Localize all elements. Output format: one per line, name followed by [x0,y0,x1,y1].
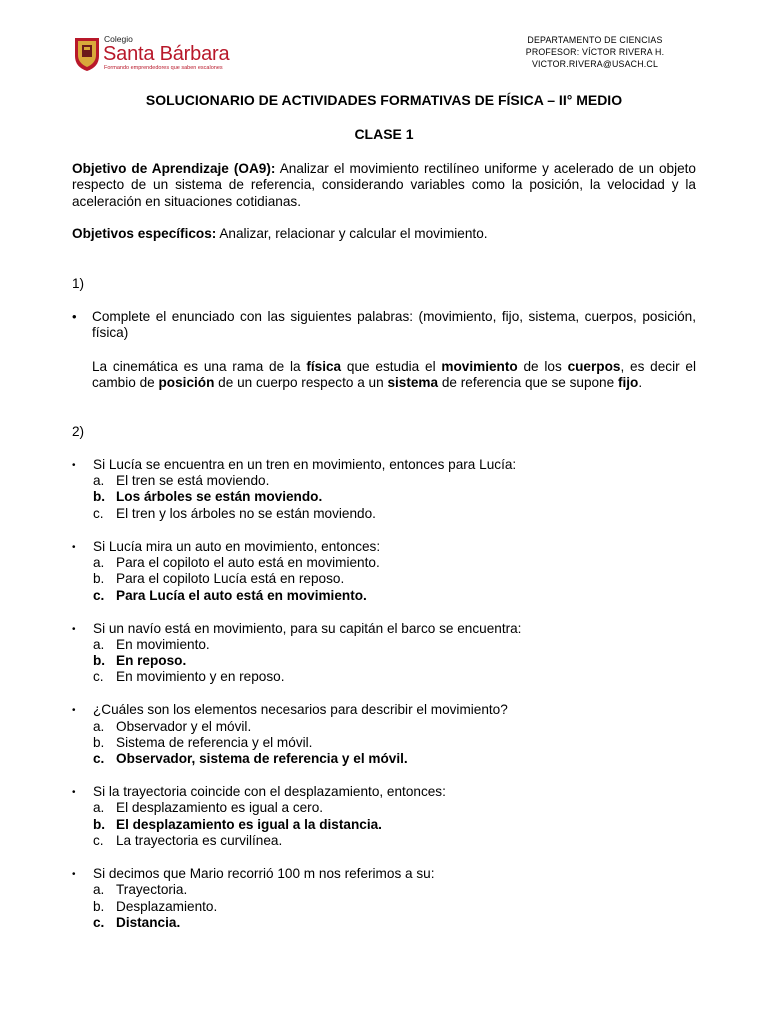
answer-text: La cinemática es una rama de la [92,359,307,374]
bullet-icon: • [72,705,76,716]
objective-text: Analizar el movimiento rectilíneo uniforme y acelerado de un objeto respecto de un sistema de referencia, considerando variables como la posición, la velocidad y la aceleración en situaciones cotidianas. [72,161,696,209]
option-letter: a. [93,719,105,734]
question-6-text: Si decimos que Mario recorrió 100 m nos referimos a su: [93,866,435,881]
option-text: Desplazamiento. [116,899,218,914]
section-1-answer [92,359,696,392]
question-1-option-c [93,506,376,522]
specific-objectives [72,226,696,242]
question-1-option-b-correct [93,489,322,505]
option-letter: c. [93,588,105,603]
question-2-option-b [93,571,344,587]
shield-logo-icon [74,36,100,72]
logo-school-name: Santa Bárbara [103,43,230,65]
question-1-option-a [93,473,269,489]
question-3-option-a [93,637,210,653]
question-2-option-c-correct [93,588,367,604]
answer-text: . [638,375,643,391]
option-letter: b. [93,571,105,586]
option-letter: a. [93,800,105,815]
specific-label: Objetivos específicos: [72,226,217,241]
section-1-instruction: Complete el enunciado con las siguientes palabras: (movimiento, fijo, sistema, cuerpos, posición, física) [92,309,696,341]
section-2-number: 2) [72,424,85,439]
option-text: En movimiento. [116,637,210,652]
question-4-option-a [93,719,251,735]
answer-word: posición [158,375,215,391]
option-text: Para el copiloto Lucía está en reposo. [116,571,345,586]
section-1-number: 1) [72,276,85,291]
option-letter: b. [93,489,106,504]
bullet-icon: • [72,624,76,635]
specific-text: Analizar, relacionar y calcular el movimiento. [216,226,488,241]
option-letter: b. [93,899,105,914]
option-text: Los árboles se están moviendo. [116,489,323,504]
bullet-icon: • [72,460,76,471]
question-6-option-b [93,899,217,915]
option-letter: b. [93,735,105,750]
question-2-text: Si Lucía mira un auto en movimiento, entonces: [93,539,381,554]
learning-objective [72,161,696,210]
option-text: El desplazamiento es igual a cero. [116,800,324,815]
objective-label: Objetivo de Aprendizaje (OA9): [72,161,276,176]
option-letter: a. [93,473,105,488]
answer-text: , es decir el cambio de [92,359,697,391]
option-text: Sistema de referencia y el móvil. [116,735,313,750]
option-text: Trayectoria. [116,882,188,897]
question-1-text: Si Lucía se encuentra en un tren en movimiento, entonces para Lucía: [93,457,517,472]
logo-small-text: Colegio [104,34,133,44]
question-5-text: Si la trayectoria coincide con el desplazamiento, entonces: [93,784,446,799]
answer-word: movimiento [441,359,518,374]
option-text: Observador y el móvil. [116,719,252,734]
option-letter: b. [93,817,106,832]
question-3-option-b-correct [93,653,186,669]
option-text: En movimiento y en reposo. [116,669,285,684]
professor-name: PROFESOR: VÍCTOR RIVERA H. [525,47,665,57]
question-5-option-b-correct [93,817,382,833]
option-letter: c. [93,915,105,930]
option-letter: c. [93,669,104,684]
bullet-icon: • [72,787,76,798]
department-name: DEPARTAMENTO DE CIENCIAS [527,35,663,45]
document-title: SOLUCIONARIO DE ACTIVIDADES FORMATIVAS DE FÍSICA – II° MEDIO [145,92,623,108]
option-letter: a. [93,555,105,570]
question-6-option-a [93,882,187,898]
option-text: El tren y los árboles no se están moviendo. [116,506,376,521]
option-letter: c. [93,751,105,766]
bullet-icon: • [72,309,77,324]
option-text: La trayectoria es curvilínea. [116,833,283,848]
answer-word: física [306,359,342,374]
question-5-option-a [93,800,323,816]
answer-text: de un cuerpo respecto a un [214,375,388,391]
department-info [500,34,690,70]
question-2-option-a [93,555,380,571]
bullet-icon: • [72,869,76,880]
school-logo [72,34,232,74]
answer-text: de referencia que se supone [438,375,618,391]
option-text: El desplazamiento es igual a la distancia. [116,817,382,832]
option-letter: c. [93,506,104,521]
option-text: Observador, sistema de referencia y el móvil. [116,751,408,766]
question-5-option-c [93,833,282,849]
question-4-option-c-correct [93,751,408,767]
answer-word: fijo [617,375,639,391]
option-letter: a. [93,882,105,897]
question-6-option-c-correct [93,915,180,931]
bullet-icon: • [72,542,76,553]
question-4-text: ¿Cuáles son los elementos necesarios para describir el movimiento? [93,702,508,717]
logo-tagline: Formando emprendedores que saben escalones [104,65,223,71]
option-letter: b. [93,653,106,668]
answer-word: cuerpos [567,359,621,374]
professor-email: VICTOR.RIVERA@USACH.CL [531,59,659,69]
question-3-text: Si un navío está en movimiento, para su capitán el barco se encuentra: [93,621,522,636]
class-title: CLASE 1 [354,126,414,142]
answer-text: de los [517,359,568,374]
option-letter: a. [93,637,105,652]
question-4-option-b [93,735,312,751]
option-text: Para Lucía el auto está en movimiento. [116,588,367,603]
option-text: Para el copiloto el auto está en movimiento. [116,555,380,570]
question-3-option-c [93,669,285,685]
answer-text: que estudia el [341,359,442,374]
answer-word: sistema [387,375,439,391]
option-letter: c. [93,833,104,848]
option-text: Distancia. [116,915,181,930]
option-text: En reposo. [116,653,187,668]
option-text: El tren se está moviendo. [116,473,270,488]
